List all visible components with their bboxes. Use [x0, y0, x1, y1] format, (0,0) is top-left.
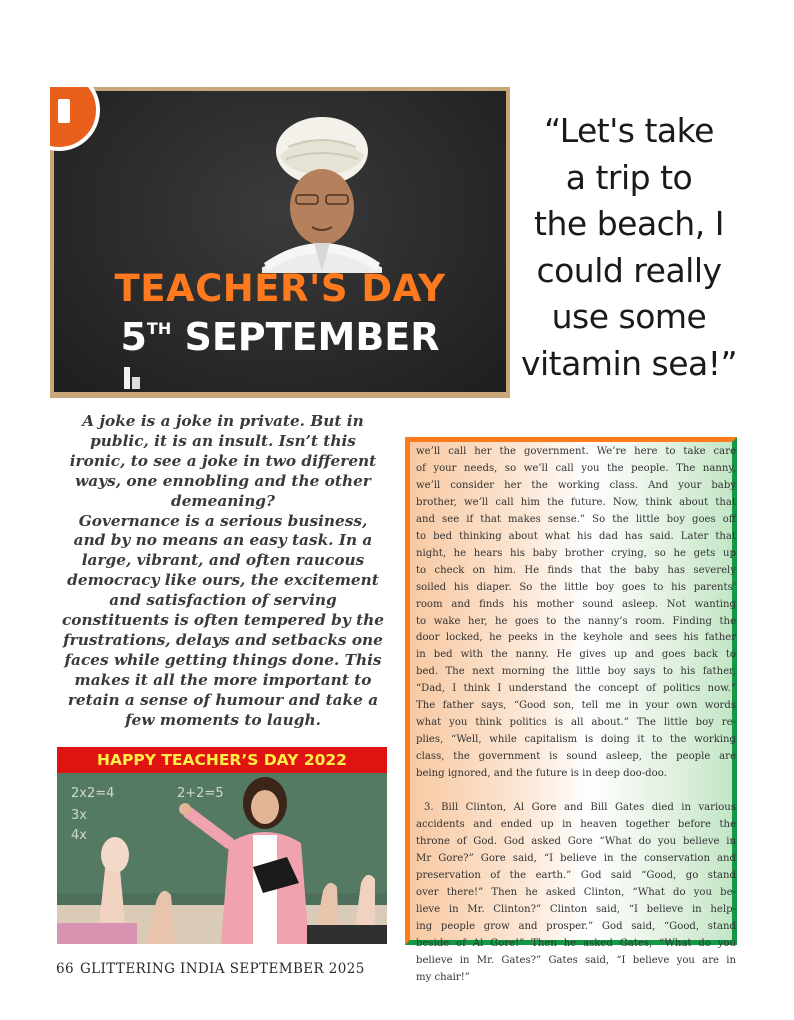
- story-line: of your needs, so we’ll call you the people. The nanny,: [416, 462, 736, 474]
- banner-date-month: SEPTEMBER: [184, 315, 440, 359]
- story-line: lieve in Mr. Clinton?” Clinton said, “I believe in help-: [416, 903, 736, 915]
- classroom-scene: [57, 773, 387, 944]
- beach-quote: [516, 108, 742, 387]
- lead-line: large, vibrant, and often raucous: [81, 551, 365, 570]
- story-line: night, he hears his baby brother crying, so he gets up: [416, 547, 736, 559]
- story-line: ing people grow and prosper.” God said, “Good, stand: [416, 920, 736, 932]
- lead-line: few moments to laugh.: [125, 710, 321, 729]
- lead-line: demeaning?: [171, 491, 275, 510]
- quote-line: vitamin sea!”: [520, 343, 738, 383]
- story-line: we’ll call her the government. We’re here to take care: [416, 446, 736, 457]
- story-box: [405, 437, 737, 983]
- banner-date-number: 5: [120, 315, 147, 359]
- story-line: [416, 783, 736, 800]
- story-line: plies, “Well, while capitalism is doing it to the working: [416, 734, 736, 746]
- quote-line: the beach, I: [534, 204, 724, 243]
- lead-line: frustrations, delays and setbacks one: [63, 630, 383, 649]
- lead-line: ways, one ennobling and the other: [75, 471, 371, 490]
- story-line: over there!” Then he asked Clinton, “What do you be-: [416, 886, 736, 898]
- story-text: [416, 444, 736, 986]
- lead-line: ironic, to see a joke in two different: [69, 451, 377, 470]
- classroom-photo-header: HAPPY TEACHER’S DAY 2022: [57, 747, 387, 773]
- story-line: preservation of the earth.” God said “Good, go stand: [416, 869, 736, 881]
- quote-line: could really: [536, 250, 722, 290]
- classroom-photo: [57, 747, 387, 944]
- story-line: in bed with the nanny. He gives up and goes back to: [416, 649, 736, 661]
- story-line: beside of Al Gore!” Then he asked Gates, “What do you: [416, 937, 736, 949]
- lead-line: constituents is often tempered by the: [61, 611, 384, 630]
- story-line: being ignored, and the future is in deep doo-doo.: [416, 768, 667, 780]
- quote-line: use some: [551, 297, 707, 336]
- chalk-icon: [122, 363, 142, 389]
- page-footer: [56, 961, 365, 977]
- lead-line: retain a sense of humour and take a: [67, 690, 379, 709]
- quote-line: “Let's take: [544, 111, 714, 150]
- story-line: door locked, he peeks in the keyhole and sees his father: [416, 632, 736, 644]
- story-line: soiled his diaper. So the little boy goes to his parents’: [416, 581, 736, 593]
- page-number: 66: [56, 961, 74, 977]
- story-line: “Dad, I think I understand the concept of politics now.”: [416, 683, 736, 695]
- story-line: and see if that makes sense.” So the little boy goes off: [416, 513, 736, 525]
- lead-line: makes it all the more important to: [74, 670, 372, 689]
- story-line: 3. Bill Clinton, Al Gore and Bill Gates died in various: [424, 802, 736, 813]
- story-line: throne of God. God asked Gore “What do you believe in: [416, 835, 736, 847]
- banner-title: TEACHER'S DAY: [114, 267, 446, 310]
- teacher-portrait: [262, 103, 382, 351]
- publication-name: GLITTERING INDIA SEPTEMBER 2025: [79, 961, 365, 977]
- story-line: room and finds his mother sound asleep. Not wanting: [416, 598, 736, 610]
- banner-date-suffix: TH: [146, 319, 172, 338]
- story-line: to wake her, he goes to the nanny’s room. Finding the: [416, 615, 736, 627]
- lead-line: public, it is an insult. Isn’t this: [90, 431, 356, 450]
- story-line: to bed thinking about what his dad has said. Later that: [416, 530, 736, 542]
- lead-line: Governance is a serious business,: [78, 511, 368, 530]
- story-line: to check on him. He finds that the baby has severely: [416, 564, 736, 576]
- banner-date: [50, 315, 510, 359]
- story-line: believe in Mr. Gates?” Gates said, “I believe you are in: [416, 954, 736, 966]
- lead-line: democracy like ours, the excitement: [67, 571, 379, 590]
- svg-text:2x2=4: 2x2=4: [71, 786, 115, 801]
- story-line: The father says, “Good son, tell me in your own words: [416, 700, 736, 712]
- story-line: accidents and ended up in heaven together before the: [416, 818, 736, 830]
- story-line: my chair!”: [416, 971, 470, 983]
- svg-text:2+2=5: 2+2=5: [177, 786, 224, 801]
- svg-text:4x: 4x: [71, 828, 87, 843]
- story-line: we’ll consider her the working class. And your baby: [416, 479, 736, 491]
- svg-text:3x: 3x: [71, 808, 87, 823]
- lead-line: faces while getting things done. This: [64, 650, 382, 669]
- story-line: Mr Gore?” Gore said, “I believe in the conservation and: [416, 852, 736, 864]
- story-line: bed. The next morning the little boy says to his father,: [416, 666, 736, 678]
- quote-line: a trip to: [565, 157, 693, 197]
- lead-line: A joke is a joke in private. But in: [82, 412, 364, 430]
- story-line: class, the government is sound asleep, the people are: [416, 751, 736, 763]
- story-line: brother, we’ll call him the future. Now, think about that: [416, 496, 736, 508]
- lead-paragraph: [56, 412, 390, 731]
- story-line: what you think politics is all about.” The little boy re-: [416, 717, 736, 729]
- lead-line: and satisfaction of serving: [109, 591, 337, 610]
- lead-line: and by no means an easy task. In a: [73, 531, 373, 550]
- teachers-day-banner: [50, 87, 510, 398]
